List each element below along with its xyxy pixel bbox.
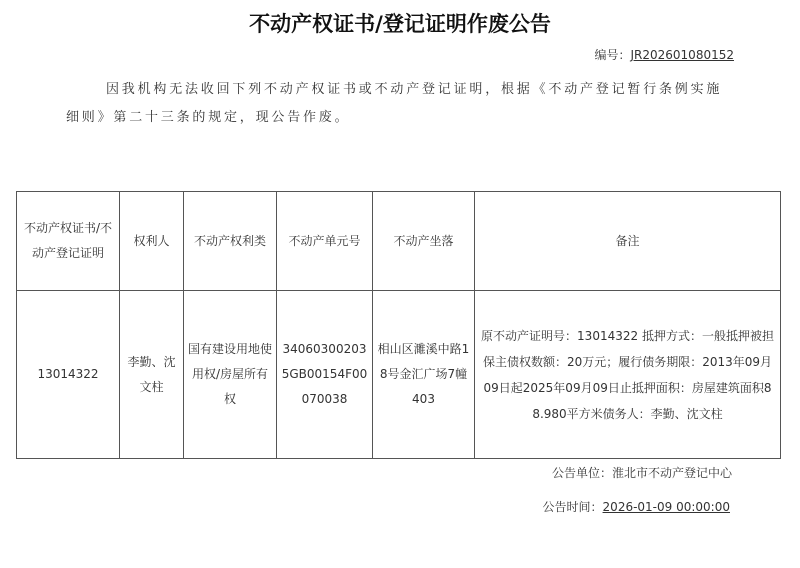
header-right-type: 不动产权利类 bbox=[184, 192, 277, 291]
unit-value: 淮北市不动产登记中心 bbox=[611, 466, 732, 480]
announcement-time bbox=[543, 498, 730, 515]
cell-location: 相山区濉溪中路18号金汇广场7幢403 bbox=[373, 291, 475, 459]
cell-holder: 李勤、沈文柱 bbox=[120, 291, 184, 459]
time-label: 公告时间： bbox=[542, 500, 603, 514]
notice-intro: 因我机构无法收回下列不动产权证书或不动产登记证明，根据《不动产登记暂行条例实施细则》第二十三条的规定，现公告作废。 bbox=[66, 82, 723, 125]
header-remark: 备注 bbox=[475, 192, 781, 291]
cell-unit-no: 340603002035GB00154F00070038 bbox=[277, 291, 373, 459]
cell-right-type: 国有建设用地使用权/房屋所有权 bbox=[184, 291, 277, 459]
serial-number bbox=[594, 46, 734, 63]
table-row bbox=[17, 291, 781, 459]
header-location: 不动产坐落 bbox=[373, 192, 475, 291]
serial-label: 编号： bbox=[594, 48, 631, 62]
cell-remark: 原不动产证明号：13014322 抵押方式：一般抵押被担保主债权数额：20万元；履行债务期限：2013年09月09日起2025年09月09日止抵押面积：房屋建筑面积88.980平方米债务人：李勤、沈文柱 bbox=[475, 291, 781, 459]
header-unit-no: 不动产单元号 bbox=[277, 192, 373, 291]
cell-cert-no: 13014322 bbox=[17, 291, 120, 459]
announcing-unit bbox=[552, 464, 732, 481]
header-cert-no: 不动产权证书/不动产登记证明 bbox=[17, 192, 120, 291]
header-holder: 权利人 bbox=[120, 192, 184, 291]
unit-label: 公告单位： bbox=[551, 466, 612, 480]
cancelled-certificates-table bbox=[16, 191, 781, 459]
page-title: 不动产权证书/登记证明作废公告 bbox=[249, 12, 551, 36]
time-value: 2026-01-09 00:00:00 bbox=[602, 500, 730, 514]
serial-value: JR202601080152 bbox=[630, 48, 734, 62]
table-header-row bbox=[17, 192, 781, 291]
